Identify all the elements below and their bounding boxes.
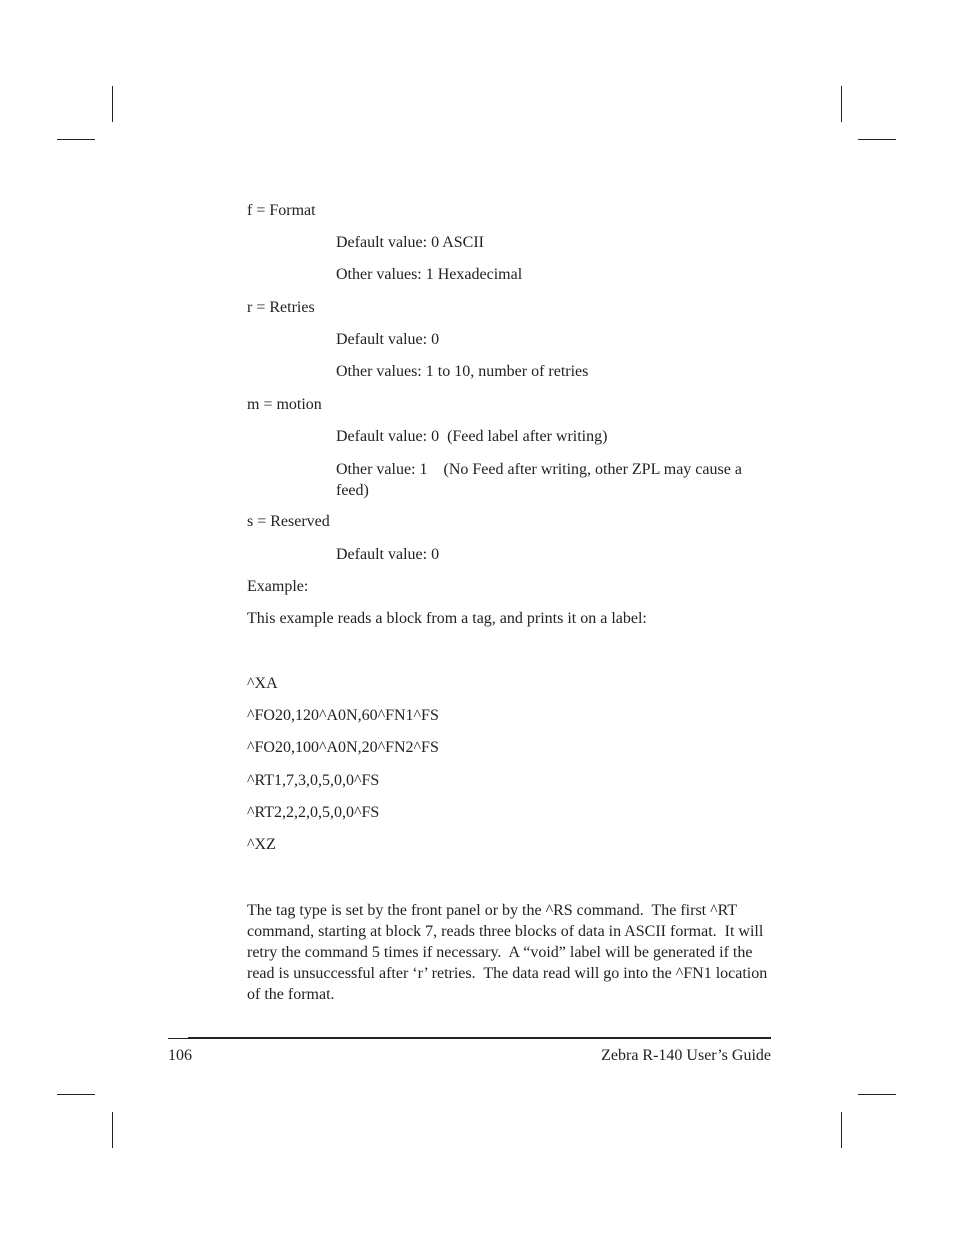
crop-mark [57, 139, 95, 140]
crop-mark [858, 139, 896, 140]
guide-title: Zebra R-140 User’s Guide [601, 1047, 771, 1064]
param-value: Other values: 1 to 10, number of retries [336, 363, 589, 380]
footer-rule [168, 1038, 188, 1039]
param-value: Default value: 0 [336, 331, 440, 348]
param-label-motion: m = motion [247, 396, 322, 413]
example-heading: Example: [247, 578, 309, 595]
param-label-retries: r = Retries [247, 299, 315, 316]
footer-rule [188, 1037, 771, 1039]
page-number: 106 [168, 1047, 192, 1064]
crop-mark [841, 86, 842, 122]
param-value: Other values: 1 Hexadecimal [336, 266, 523, 283]
crop-mark [112, 1112, 113, 1148]
example-intro: This example reads a block from a tag, and prints it on a label: [247, 610, 647, 627]
code-line: ^FO20,120^A0N,60^FN1^FS [247, 707, 439, 724]
code-line: ^XA [247, 675, 278, 692]
crop-mark [858, 1094, 896, 1095]
crop-mark [57, 1094, 95, 1095]
param-value: Other value: 1 (No Feed after writing, other ZPL may cause a feed) [336, 461, 746, 499]
code-line: ^RT1,7,3,0,5,0,0^FS [247, 772, 380, 789]
param-label-reserved: s = Reserved [247, 513, 330, 530]
description-paragraph: The tag type is set by the front panel or by the ^RS command. The first ^RT command, starting at block 7, reads three blocks of data in ASCII format. It will retry the command 5 times if necessary. A “void” label will be generated if the read is unsuccessful after ‘r’ retries. The data read will go into the ^FN1 location of the format. [247, 902, 772, 1003]
crop-mark [112, 86, 113, 122]
param-value: Default value: 0 ASCII [336, 234, 484, 251]
code-line: ^RT2,2,2,0,5,0,0^FS [247, 804, 380, 821]
code-line: ^XZ [247, 836, 276, 853]
param-value: Default value: 0 [336, 546, 440, 563]
param-label-format: f = Format [247, 202, 316, 219]
param-value: Default value: 0 (Feed label after writing) [336, 428, 608, 445]
code-line: ^FO20,100^A0N,20^FN2^FS [247, 739, 439, 756]
crop-mark [841, 1112, 842, 1148]
